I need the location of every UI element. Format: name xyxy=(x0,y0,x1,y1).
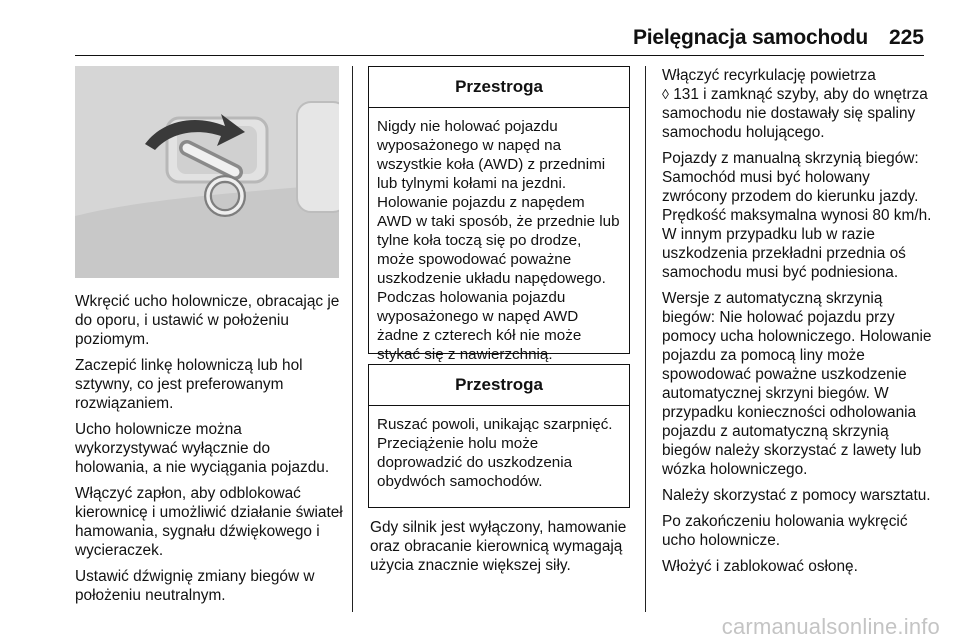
paragraph-text: Włączyć recyrkulację powietrza xyxy=(662,67,876,84)
header-rule xyxy=(75,55,924,56)
middle-column-text xyxy=(370,518,638,582)
paragraph: Włączyć zapłon, aby odblokować kierownicę i umożliwić działanie świateł hamowania, sygnału dźwiękowego i wycieraczek. xyxy=(75,485,343,559)
tow-eye-illustration xyxy=(75,66,339,278)
column-divider-left xyxy=(352,66,353,612)
caution-box-awd xyxy=(368,66,630,363)
bumper-side-panel xyxy=(297,102,339,212)
page-title: Pielęgnacja samochodu xyxy=(632,26,868,49)
caution-body: Nigdy nie holować pojazdu wyposażonego w napęd na wszystkie koła (AWD) z przednimi lub tylnymi kołami na jezdni. Holowanie pojazdu z napędem AWD w taki sposób, że przednie lub tylne koła toczą się po drodze, może spowodować poważne uszkodzenie układu napędowego. Podczas holowania pojazdu wyposażonego w napęd AWD żadne z czterech kół nie może stykać się z nawierzchnią. xyxy=(377,118,620,363)
page-number: 225 xyxy=(888,26,924,49)
paragraph: Ucho holownicze można wykorzystywać wyłącznie do holowania, a nie wyciągania pojazdu. xyxy=(75,421,330,476)
watermark: carmanualsonline.info xyxy=(721,614,940,639)
page-reference-icon: ◊ xyxy=(662,86,669,102)
paragraph: Gdy silnik jest wyłączony, hamowanie oraz obracanie kierownicą wymagają użycia znacznie większej siły. xyxy=(370,519,627,574)
paragraph: Włożyć i zablokować osłonę. xyxy=(662,558,858,575)
paragraph: Wkręcić ucho holownicze, obracając je do oporu, i ustawić w położeniu poziomym. xyxy=(75,293,340,348)
paragraph-text: 131 i zamknąć szyby, aby do wnętrza samochodu nie dostawały się spaliny samochodu holującego. xyxy=(662,86,928,141)
caution-body: Ruszać powoli, unikając szarpnięć. Przeciążenie holu może doprowadzić do uszkodzenia obydwóch samochodów. xyxy=(377,416,613,490)
column-divider-right xyxy=(645,66,646,612)
paragraph: Po zakończeniu holowania wykręcić ucho holownicze. xyxy=(662,513,908,549)
tow-eye-drawing xyxy=(75,66,339,278)
paragraph: Ustawić dźwignię zmiany biegów w położeniu neutralnym. xyxy=(75,568,315,604)
paragraph: Zaczepić linkę holowniczą lub hol sztywny, co jest preferowanym rozwiązaniem. xyxy=(75,357,303,412)
caution-heading: Przestroga xyxy=(369,67,629,108)
left-column-text xyxy=(75,292,345,612)
paragraph-recirculation xyxy=(662,66,932,142)
caution-box-start-slowly xyxy=(368,364,630,508)
paragraph: Pojazdy z manualną skrzynią biegów: Samochód musi być holowany zwrócony przodem do kierunku jazdy. Prędkość maksymalna wynosi 80 km/h. W innym przypadku lub w razie uszkodzenia przekładni przednia oś samochodu musi być podniesiona. xyxy=(662,150,932,281)
paragraph: Należy skorzystać z pomocy warsztatu. xyxy=(662,487,931,504)
paragraph: Wersje z automatyczną skrzynią biegów: Nie holować pojazdu przy pomocy ucha holowniczego. Holowanie pojazdu za pomocą liny może spowodować poważne uszkodzenie automatycznej skrzyni biegów. W przypadku konieczności odholowania pojazdu z automatyczną skrzynią biegów należy skorzystać z lawety lub wózka holowniczego. xyxy=(662,290,932,478)
right-column-text xyxy=(662,66,932,583)
caution-heading: Przestroga xyxy=(369,365,629,406)
